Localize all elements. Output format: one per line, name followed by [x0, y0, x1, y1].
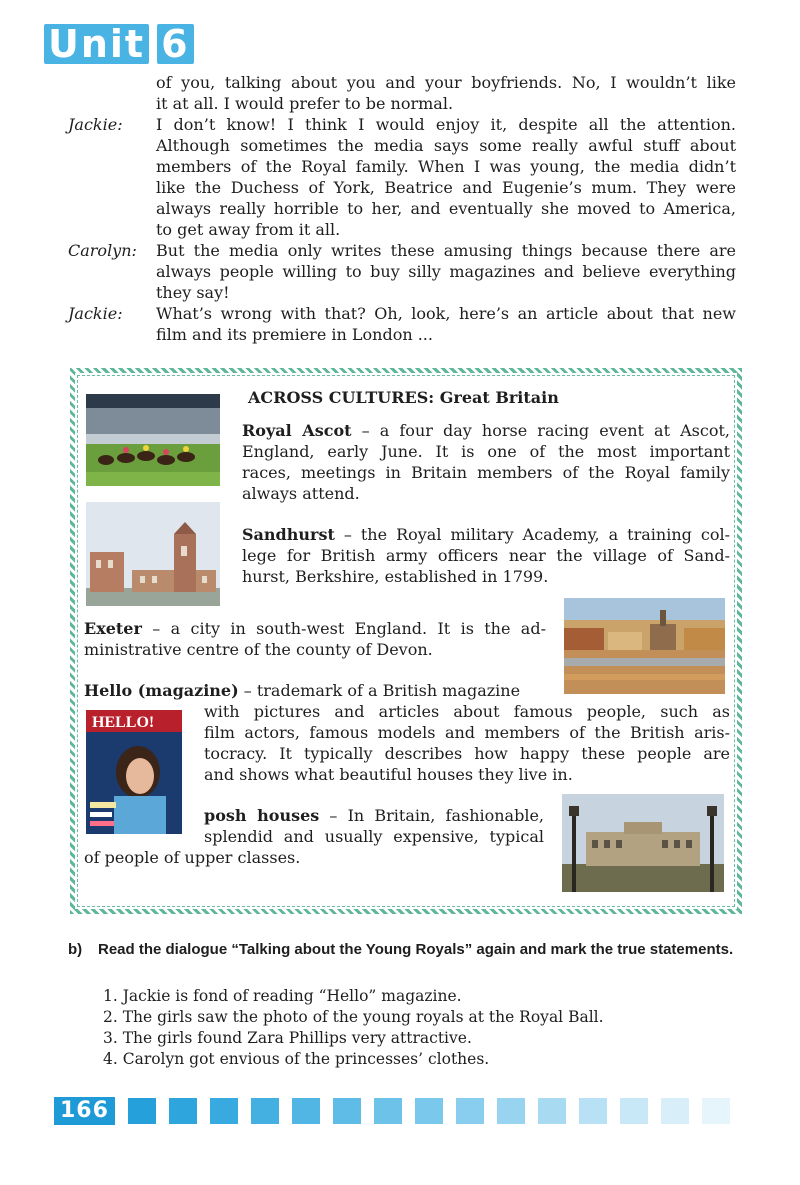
- term: Exeter: [84, 619, 142, 638]
- speech: [156, 72, 736, 114]
- speech-line: like the Duchess of York, Beatrice and Eugenie’s mum. They were: [156, 178, 736, 197]
- magazine-cover-title: HELLO!: [92, 714, 155, 731]
- term: Sandhurst: [242, 525, 335, 544]
- task-instruction: Read the dialogue “Talking about the Young Royals” again and mark the true statements.: [98, 941, 734, 958]
- speech-line: of you, talking about you and your boyfriends. No, I wouldn’t like: [156, 73, 736, 92]
- definition-line: tocracy. It typically describes how happy these people are: [204, 744, 730, 763]
- speech-line: film and its premiere in London ...: [156, 325, 433, 344]
- speaker: Jackie:: [68, 304, 123, 323]
- decor-square: [292, 1098, 320, 1124]
- definition-line: – a city in south-west England. It is the ad-: [141, 619, 546, 638]
- definition-line: ministrative centre of the county of Devon.: [84, 640, 433, 659]
- definition-line: always attend.: [242, 484, 360, 503]
- decor-square: [456, 1098, 484, 1124]
- statement-item[interactable]: 3. The girls found Zara Phillips very attractive.: [103, 1029, 472, 1047]
- statement-list: [103, 986, 604, 1070]
- dialogue-turn: [68, 114, 738, 240]
- royal-ascot-photo: [86, 394, 220, 486]
- term: Royal Ascot: [242, 421, 352, 440]
- definition-line: – In Britain, fashionable,: [319, 806, 545, 825]
- page-footer: [54, 1097, 730, 1125]
- page-number: 166: [54, 1097, 115, 1125]
- dialogue-turn: [68, 72, 738, 114]
- speech-line: members of the Royal family. When I was young, the media didn’t: [156, 157, 736, 176]
- entry-hello-magazine-cont: [204, 701, 730, 785]
- term: posh houses: [204, 806, 320, 825]
- definition-line: and shows what beautiful houses they live in.: [204, 765, 573, 784]
- hello-magazine-cover: [86, 710, 182, 834]
- speech: [156, 303, 736, 345]
- definition-line: of people of upper classes.: [84, 848, 301, 867]
- speech-line: it at all. I would prefer to be normal.: [156, 94, 454, 113]
- task-label: b): [68, 941, 83, 958]
- entry-posh-houses-cont: [84, 847, 300, 868]
- dialogue-turn: [68, 303, 738, 345]
- speech-line: they say!: [156, 283, 230, 302]
- definition-line: – trademark of a British magazine: [238, 681, 521, 700]
- speech-line: always really horrible to her, and eventually she moved to America,: [156, 199, 736, 218]
- speech: [156, 114, 736, 240]
- term: Hello (magazine): [84, 681, 239, 700]
- entry-posh-houses: [204, 805, 544, 847]
- decor-square: [702, 1098, 730, 1124]
- dialogue-turn: [68, 240, 738, 303]
- statement-item[interactable]: 1. Jackie is fond of reading “Hello” magazine.: [103, 987, 462, 1005]
- decor-square: [333, 1098, 361, 1124]
- decor-square: [415, 1098, 443, 1124]
- speaker: Jackie:: [68, 115, 123, 134]
- definition-line: film actors, famous models and members of the British aris-: [204, 723, 730, 742]
- decor-square: [128, 1098, 156, 1124]
- dialogue: [68, 72, 738, 345]
- decor-square: [210, 1098, 238, 1124]
- entry-exeter: [84, 618, 546, 660]
- speech-line: What’s wrong with that? Oh, look, here’s an article about that new: [156, 304, 736, 323]
- unit-number: 6: [157, 24, 193, 64]
- decor-square: [374, 1098, 402, 1124]
- speech-line: to get away from it all.: [156, 220, 341, 239]
- speech-line: But the media only writes these amusing things because there are: [156, 241, 736, 260]
- speech: [156, 240, 736, 303]
- definition-line: lege for British army officers near the village of Sand-: [242, 546, 730, 565]
- statement-item[interactable]: 4. Carolyn got envious of the princesses’ clothes.: [103, 1050, 490, 1068]
- decor-square: [169, 1098, 197, 1124]
- speaker: Carolyn:: [68, 241, 137, 260]
- entry-sandhurst: [242, 524, 730, 587]
- task-b: [68, 940, 738, 959]
- unit-heading: [44, 22, 194, 66]
- unit-word: Unit: [44, 24, 149, 64]
- definition-line: England, early June. It is one of the most important: [242, 442, 730, 461]
- speech-line: I don’t know! I think I would enjoy it, despite all the attention.: [156, 115, 736, 134]
- definition-line: splendid and usually expensive, typical: [204, 827, 544, 846]
- entry-royal-ascot: [242, 420, 730, 504]
- posh-house-photo: [562, 794, 724, 892]
- definition-line: with pictures and articles about famous people, such as: [204, 702, 730, 721]
- definition-line: races, meetings in Britain members of the Royal family: [242, 463, 730, 482]
- sandhurst-photo: [86, 502, 220, 606]
- decor-square: [661, 1098, 689, 1124]
- decor-square: [579, 1098, 607, 1124]
- speaker: [68, 72, 156, 114]
- speech-line: always people willing to buy silly magazines and believe everything: [156, 262, 736, 281]
- exeter-photo: [564, 598, 725, 694]
- box-title: ACROSS CULTURES: Great Britain: [248, 388, 559, 407]
- decor-square: [497, 1098, 525, 1124]
- definition-line: – the Royal military Academy, a training col-: [334, 525, 730, 544]
- decor-square: [538, 1098, 566, 1124]
- statement-item[interactable]: 2. The girls saw the photo of the young royals at the Royal Ball.: [103, 1008, 604, 1026]
- decor-square: [251, 1098, 279, 1124]
- definition-line: – a four day horse racing event at Ascot,: [351, 421, 730, 440]
- decor-square: [620, 1098, 648, 1124]
- entry-hello-magazine: [84, 680, 546, 701]
- definition-line: hurst, Berkshire, established in 1799.: [242, 567, 549, 586]
- speech-line: Although sometimes the media says some really awful stuff about: [156, 136, 736, 155]
